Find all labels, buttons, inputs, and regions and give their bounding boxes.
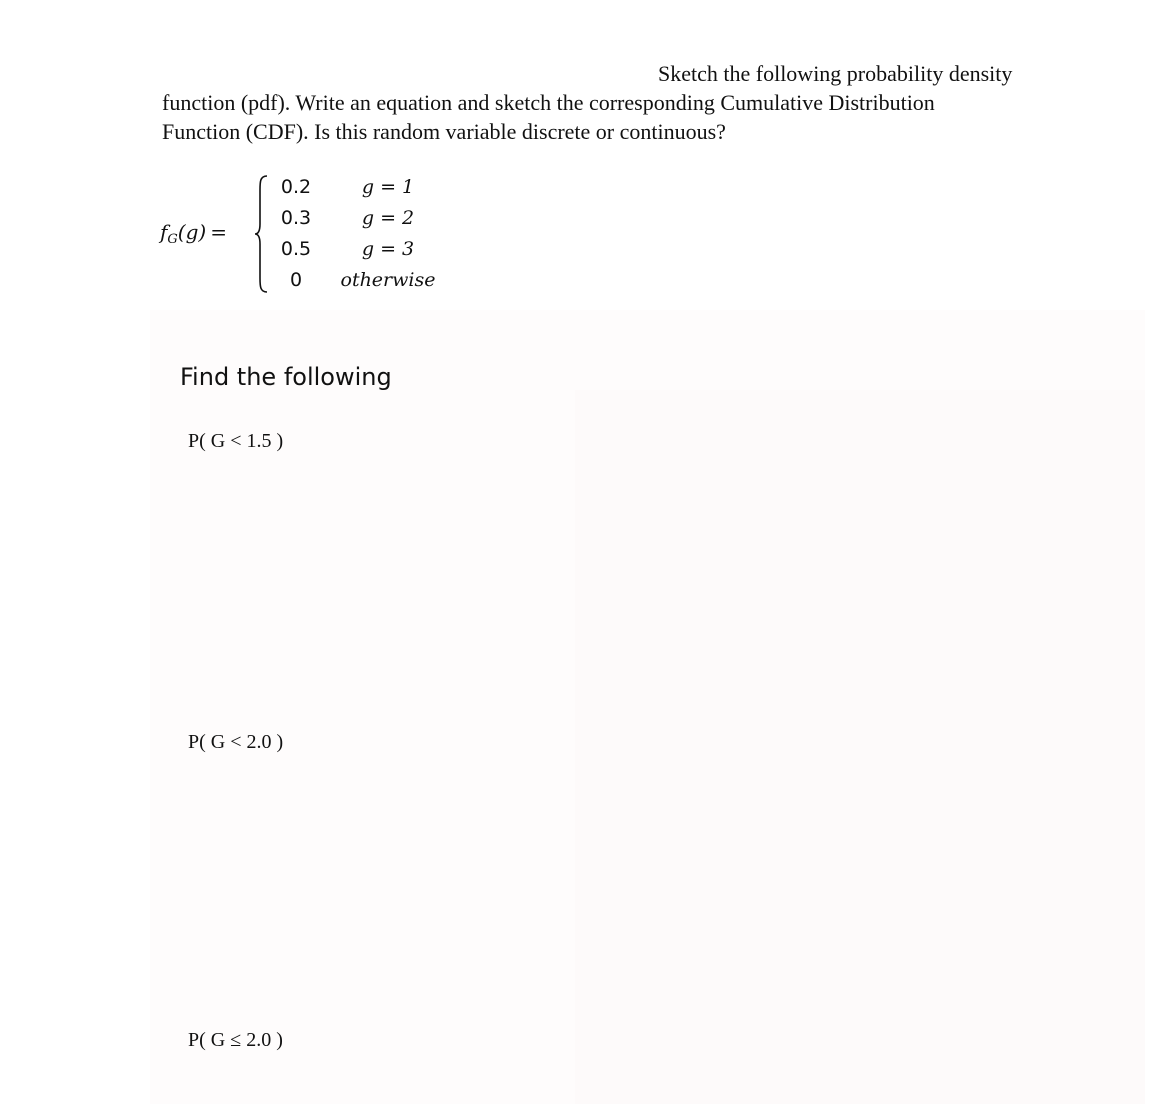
pdf-function-subscript: G: [167, 232, 178, 247]
problem-line-2: function (pdf). Write an equation and sketch the corresponding Cumulative Distribution: [162, 90, 935, 115]
pdf-equals-sign: =: [210, 220, 227, 244]
find-heading: Find the following: [180, 363, 392, 391]
problem-line-3: Function (CDF). Is this random variable discrete or continuous?: [162, 119, 726, 144]
pdf-case-condition: g = 1: [361, 176, 415, 198]
pdf-case-conditions: [328, 172, 448, 296]
pdf-case-condition: otherwise: [340, 269, 436, 291]
question-p-g-less-1-5: P( G < 1.5 ): [188, 430, 284, 452]
pdf-case-values: [276, 172, 316, 296]
pdf-function-symbol: f: [160, 220, 168, 244]
pdf-case-value: 0.3: [280, 207, 312, 229]
pdf-case-condition: g = 3: [361, 238, 415, 260]
pdf-case-value: 0.2: [280, 176, 312, 198]
pdf-case-condition: g = 2: [361, 207, 415, 229]
question-p-g-leq-2-0: P( G ≤ 2.0 ): [188, 1029, 283, 1051]
pdf-function-label: [160, 220, 227, 247]
pdf-function-argument: (g): [177, 220, 207, 244]
left-brace-icon: [254, 174, 268, 294]
problem-line-1: Sketch the following probability density: [658, 61, 1013, 86]
question-p-g-less-2-0: P( G < 2.0 ): [188, 731, 284, 753]
pdf-definition: [160, 172, 460, 296]
page-background-shade: [575, 390, 1145, 1104]
pdf-case-value: 0: [289, 269, 303, 291]
pdf-case-value: 0.5: [280, 238, 312, 260]
